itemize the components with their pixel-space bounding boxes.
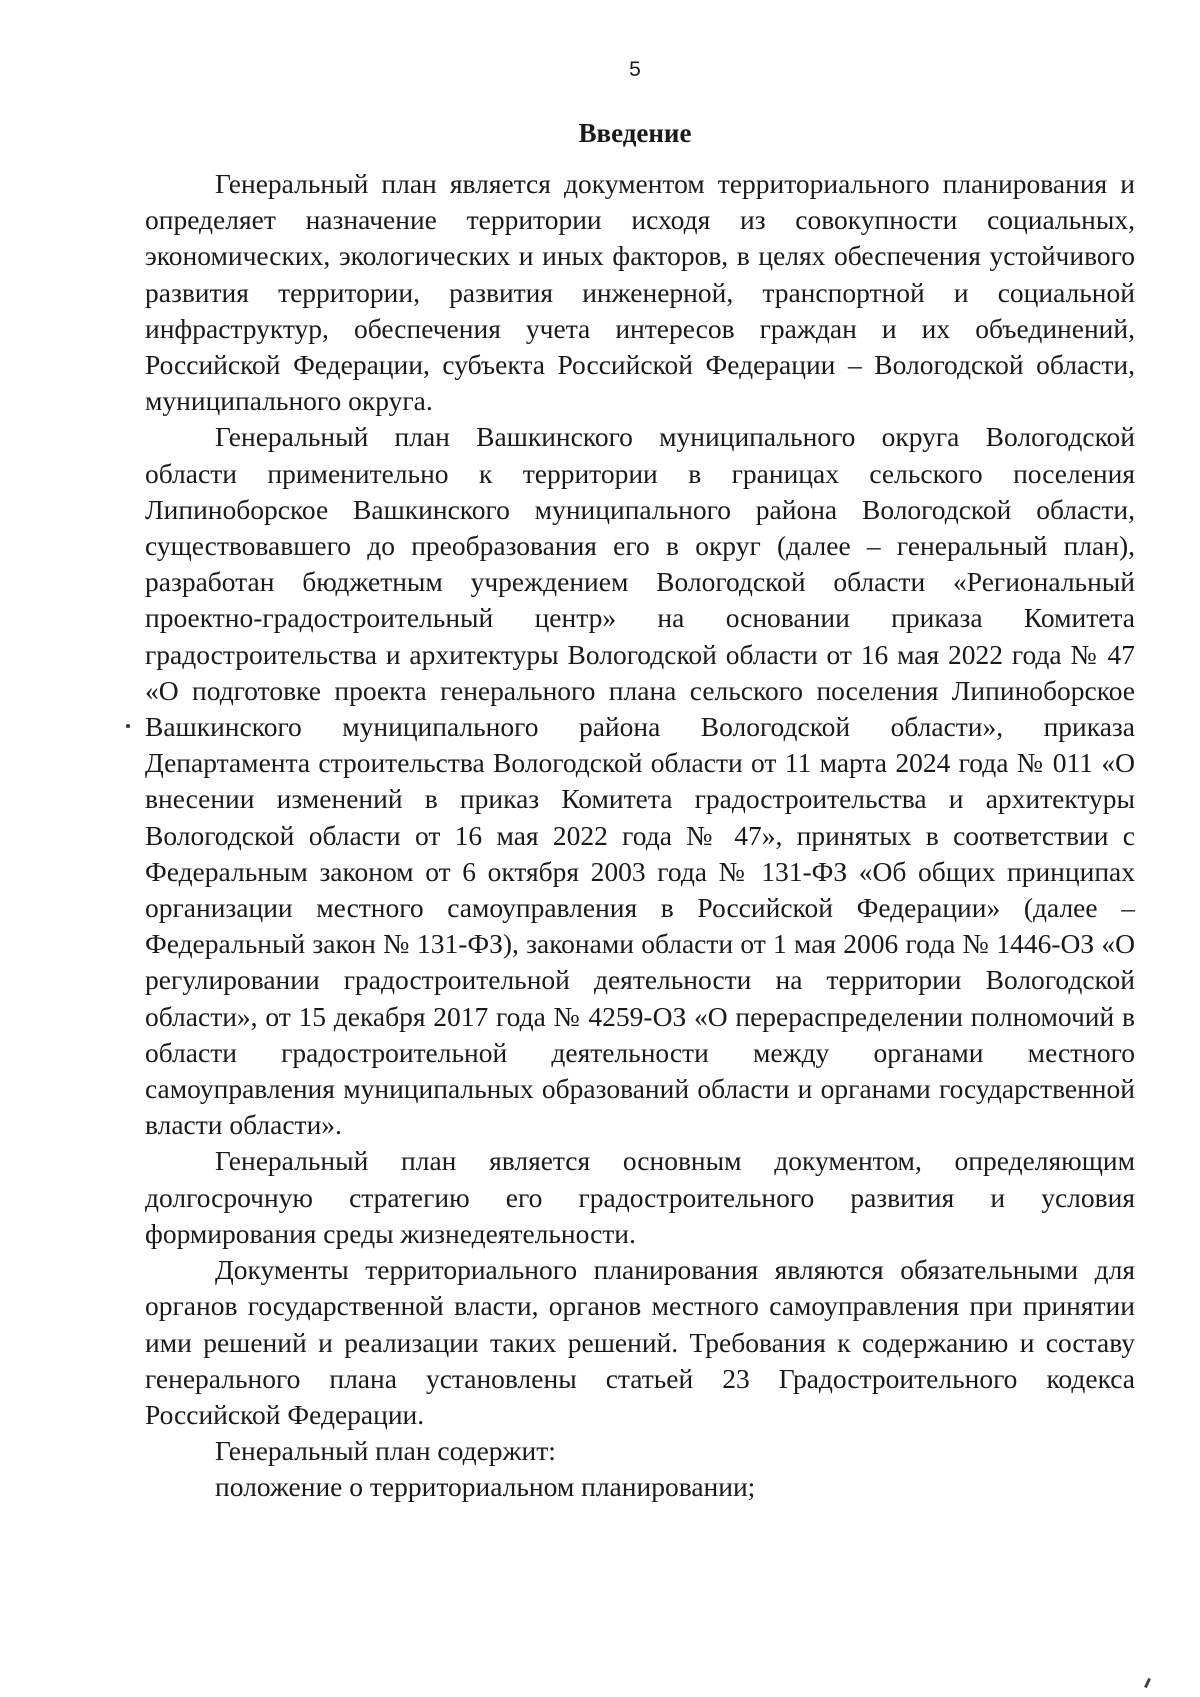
- body-text: [145, 166, 1135, 1506]
- page-number: 5: [629, 58, 641, 81]
- paragraph-contents-intro: Генеральный план содержит:: [215, 1435, 556, 1467]
- paragraph-development-basis: Генеральный план Вашкинского муниципального округа Вологодской области применительно к территории в границах сельского поселения Липиноборское Вашкинского муниципального района Вологодской области, существовавшего до преобразования его в округ (далее – генеральный план), разработан бюджетным учреждением Вологодской области «Региональный проектно-градостроительный центр» на основании приказа Комитета градостроительства и архитектуры Вологодской области от 16 мая 2022 года № 47 «О подготовке проекта генерального плана сельского поселения Липиноборское Вашкинского муниципального района Вологодской области», приказа Департамента строительства Вологодской области от 11 марта 2024 года № 011 «О внесении изменений в приказ Комитета градостроительства и архитектуры Вологодской области от 16 мая 2022 года № 47», принятых в соответствии с Федеральным законом от 6 октября 2003 года № 131-ФЗ «Об общих принципах организации местного самоуправления в Российской Федерации» (далее – Федеральный закон № 131-ФЗ), законами области от 1 мая 2006 года № 1446-ОЗ «О регулировании градостроительной деятельности на территории Вологодской области», от 15 декабря 2017 года № 4259-ОЗ «О перераспределении полномочий в области градостроительной деятельности между органами местного самоуправления муниципальных образований области и органами государственной власти области».: [145, 421, 1135, 1141]
- paragraph-contents-item: положение о территориальном планировании;: [215, 1471, 756, 1503]
- paragraph-purpose: Генеральный план является документом территориального планирования и определяет назначение территории исходя из совокупности социальных, экономических, экологических и иных факторов, в целях обеспечения устойчивого развития территории, развития инженерной, транспортной и социальной инфраструктур, обеспечения учета интересов граждан и их объединений, Российской Федерации, субъекта Российской Федерации – Вологодской области, муниципального округа.: [145, 168, 1135, 417]
- scan-artifact-mark: [1144, 1678, 1151, 1688]
- paragraph-strategy: Генеральный план является основным документом, определяющим долгосрочную стратегию его градостроительного развития и условия формирования среды жизнедеятельности.: [145, 1145, 1135, 1249]
- section-heading: Введение: [578, 118, 692, 148]
- paragraph-obligations: Документы территориального планирования являются обязательными для органов государственной власти, органов местного самоуправления при принятии ими решений и реализации таких решений. Требования к содержанию и составу генерального плана установлены статьей 23 Градостроительного кодекса Российской Федерации.: [145, 1254, 1135, 1430]
- scan-artifact-dot: [126, 724, 130, 728]
